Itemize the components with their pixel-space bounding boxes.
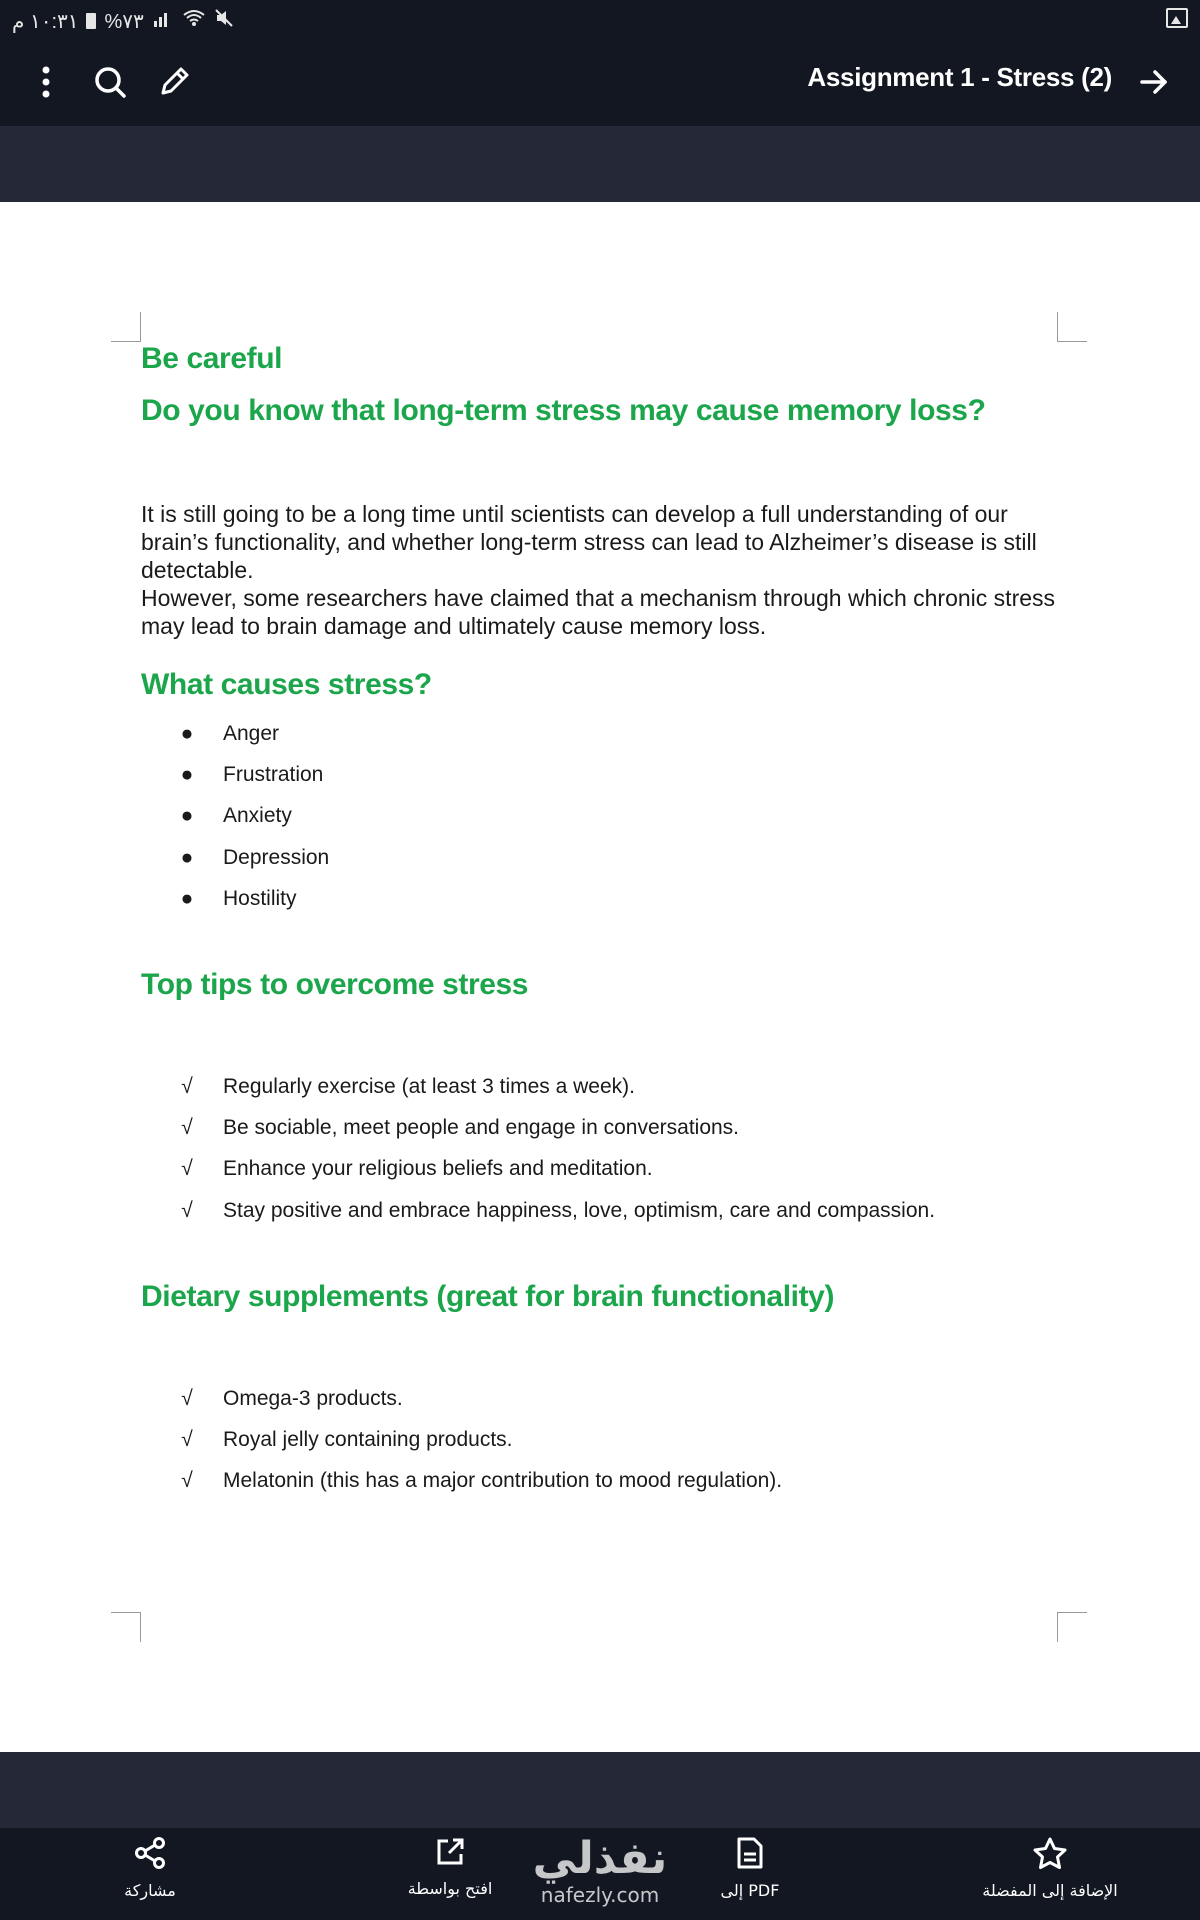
check-marker: √ [181, 1469, 193, 1492]
nafezly-watermark-logo [520, 1834, 680, 1920]
heading-dietary-supplements: Dietary supplements (great for brain functionality) [141, 1280, 835, 1313]
add-to-favorites-label: الإضافة إلى المفضلة [982, 1881, 1118, 1900]
app-bar [0, 40, 1200, 126]
margin-corner-top-right [1057, 312, 1087, 342]
margin-corner-bottom-left [111, 1612, 141, 1642]
top-viewer-band [0, 126, 1200, 202]
bullet-marker: ● [180, 763, 194, 786]
bullet-marker: ● [180, 804, 194, 827]
bottom-viewer-band [0, 1752, 1200, 1828]
bullet-marker: ● [180, 887, 194, 910]
heading-top-tips: Top tips to overcome stress [141, 968, 529, 1001]
wifi-icon [182, 9, 206, 33]
watermark-latin: nafezly.com [540, 1883, 660, 1907]
check-marker: √ [181, 1199, 193, 1222]
heading-what-causes-stress: What causes stress? [141, 668, 432, 701]
bullet-marker: ● [180, 722, 194, 745]
check-marker: √ [181, 1387, 193, 1410]
edit-pencil-icon[interactable] [152, 60, 196, 104]
margin-corner-top-left [111, 312, 141, 342]
heading-be-careful: Be careful [141, 342, 283, 375]
status-left [12, 8, 234, 34]
check-marker: √ [181, 1075, 193, 1098]
arrow-right-icon[interactable] [1132, 60, 1176, 104]
document-title: Assignment 1 - Stress (2) [807, 62, 1112, 92]
star-icon [1032, 1836, 1068, 1875]
status-bar [0, 0, 1200, 40]
share-label: مشاركة [124, 1881, 176, 1900]
check-marker: √ [181, 1428, 193, 1451]
external-link-icon [434, 1836, 466, 1873]
add-to-favorites-button[interactable] [940, 1836, 1160, 1900]
check-marker: √ [181, 1157, 193, 1180]
bullet-marker: ● [180, 846, 194, 869]
image-notification-icon [1166, 8, 1188, 28]
share-button[interactable] [40, 1836, 260, 1900]
battery-icon [86, 13, 96, 29]
search-icon[interactable] [88, 60, 132, 104]
heading-memory-loss-question: Do you know that long-term stress may cause memory loss? [141, 394, 986, 427]
open-with-label: افتح بواسطة [407, 1879, 493, 1898]
battery-percent: %٧٣ [104, 10, 144, 33]
mute-icon [214, 8, 234, 34]
more-vertical-icon[interactable] [24, 60, 68, 104]
check-marker: √ [181, 1116, 193, 1139]
to-pdf-label: إلى PDF [720, 1881, 780, 1900]
document-icon [736, 1836, 764, 1875]
margin-corner-bottom-right [1057, 1612, 1087, 1642]
share-icon [133, 1836, 167, 1875]
status-time: ١٠:٣١ م [12, 10, 79, 33]
paragraph-understanding: It is still going to be a long time until scientists can develop a full understanding of our brain’s functionality, and whether long-term stress can lead to Alzheimer’s disease is still detectable. [141, 501, 1037, 583]
signal-icon [152, 11, 174, 32]
paragraph-researchers: However, some researchers have claimed that a mechanism through which chronic stress may lead to brain damage and ultimately cause memory loss. [141, 585, 1056, 639]
watermark-arabic: نفذلي [532, 1833, 668, 1884]
